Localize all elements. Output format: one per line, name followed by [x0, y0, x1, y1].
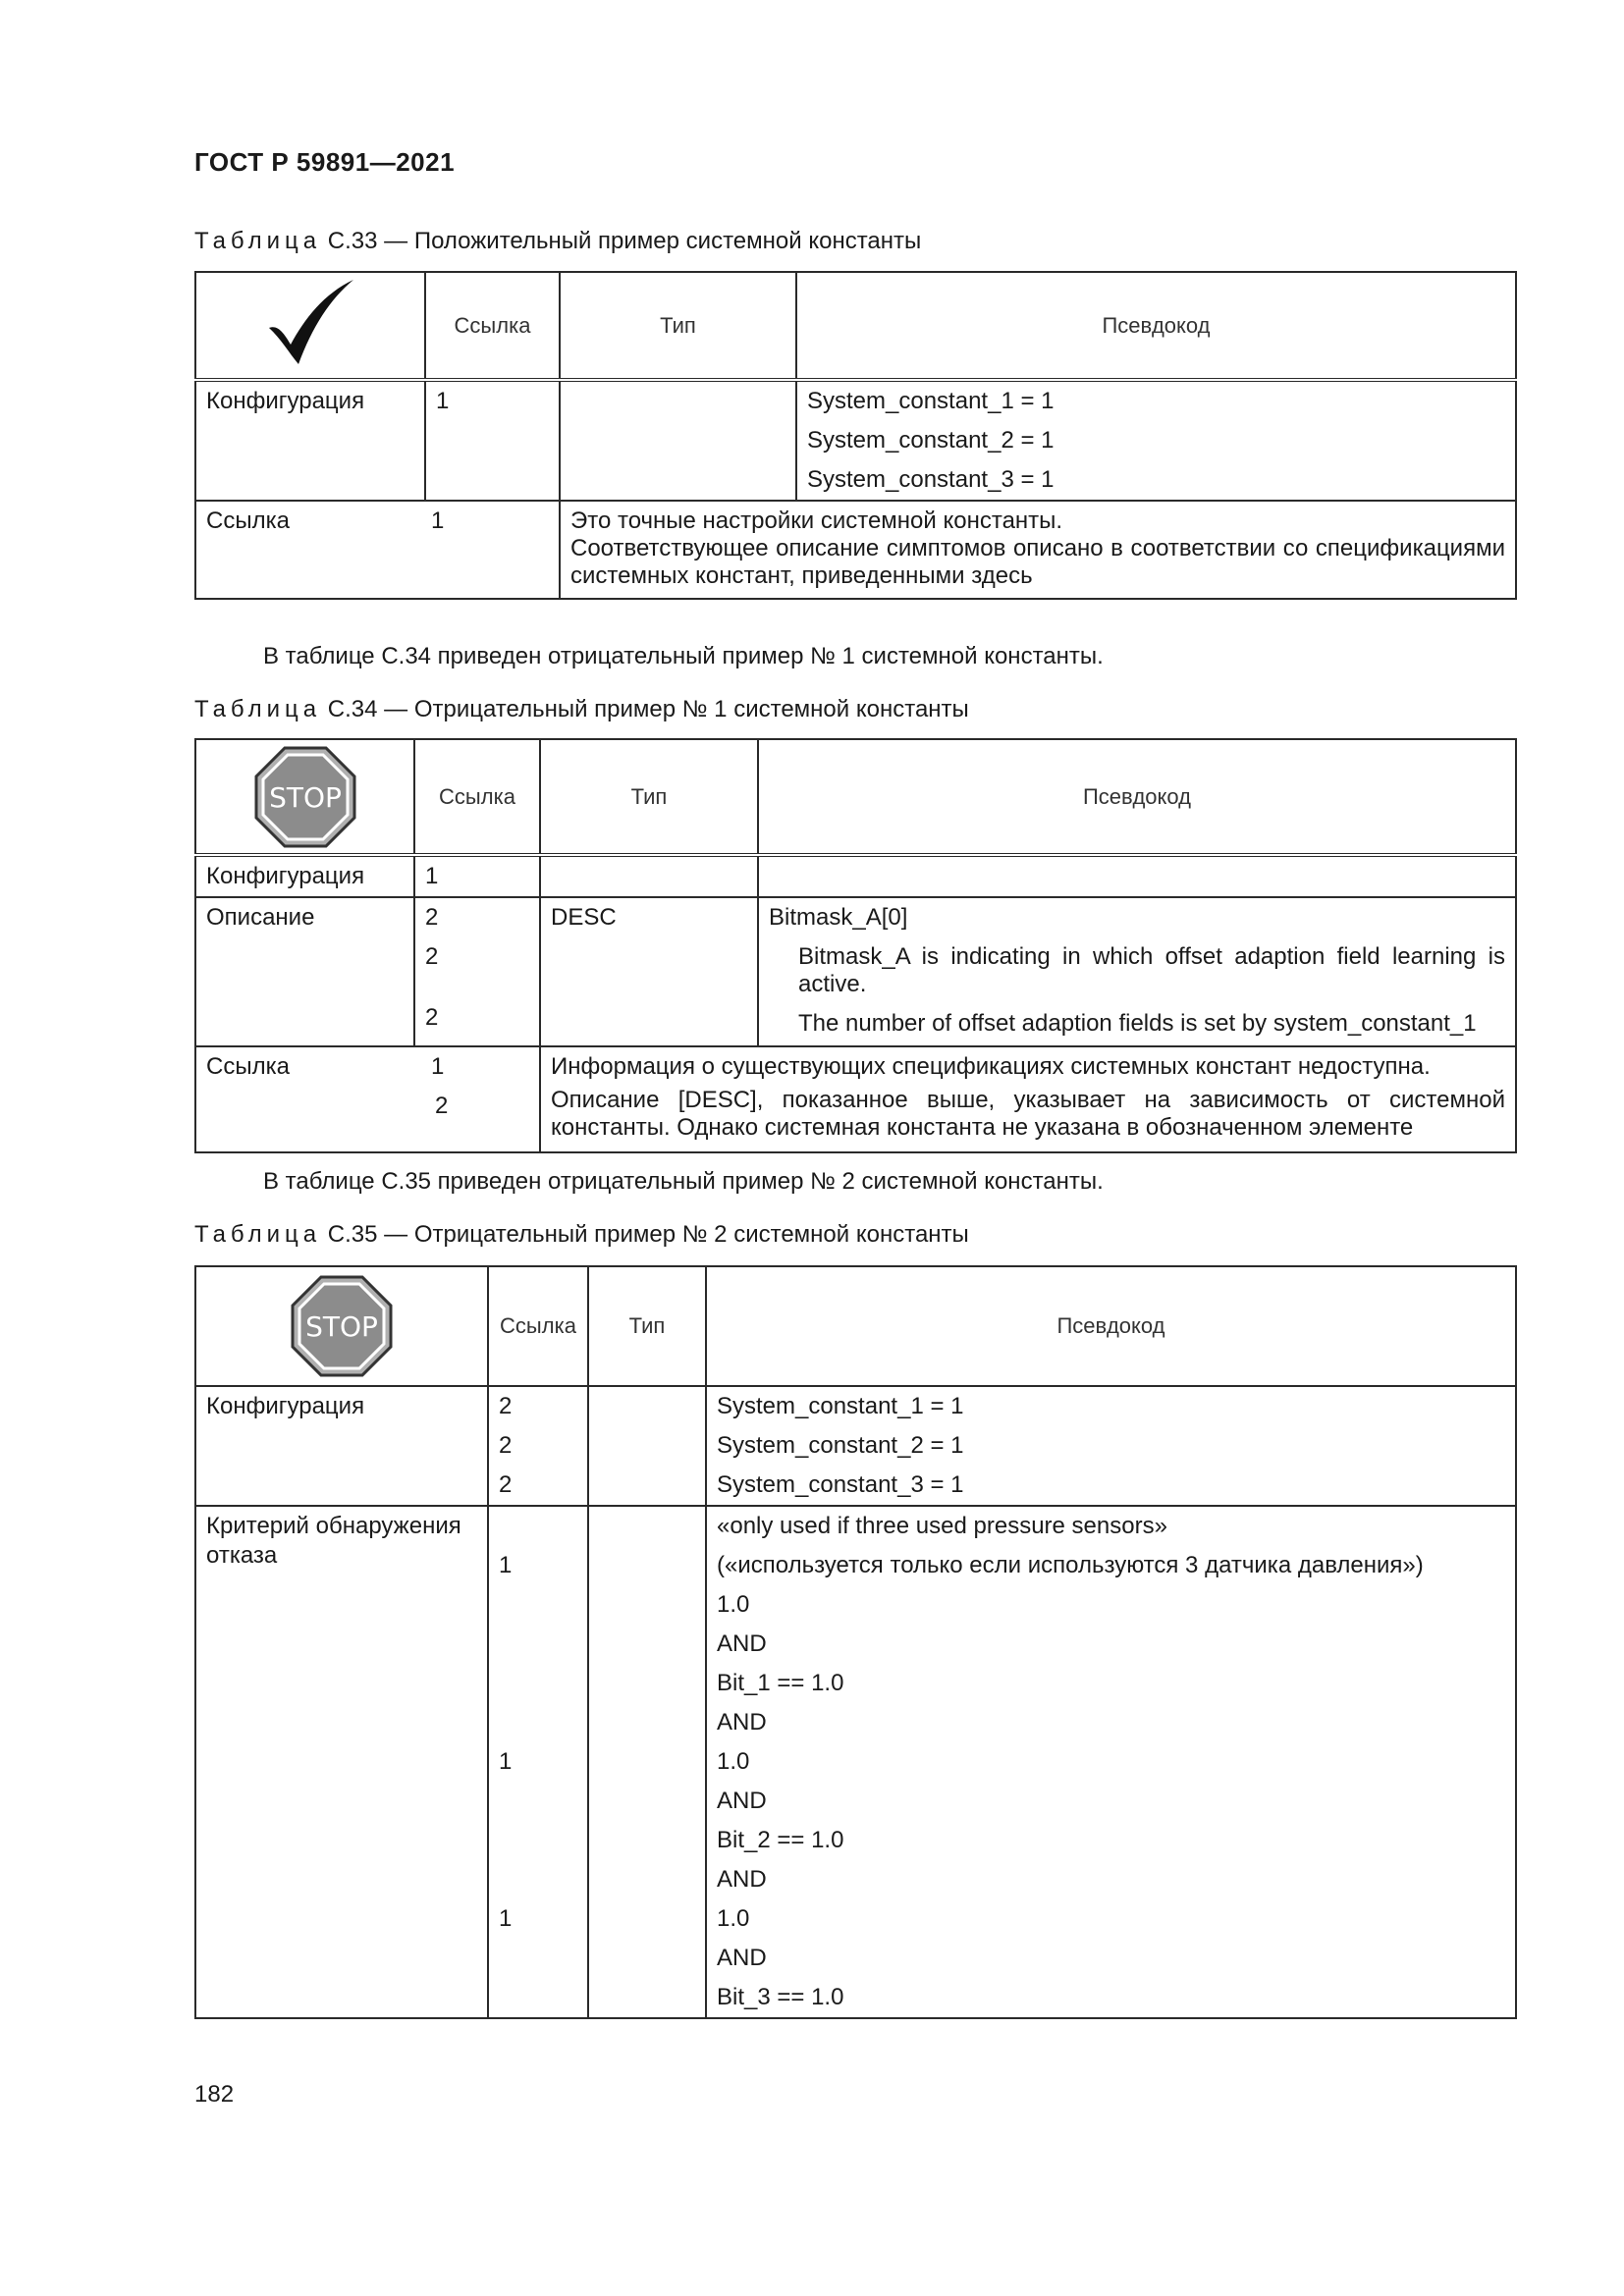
document-header: ГОСТ Р 59891—2021: [194, 147, 456, 177]
code-line: System_constant_2 = 1: [807, 427, 1055, 454]
code-line: Bit_3 == 1.0: [717, 1984, 844, 2010]
row-label: Конфигурация: [206, 863, 365, 889]
stop-sign-label: STOP: [268, 780, 342, 814]
caption-text: С.33 — Положительный пример системной константы: [327, 228, 922, 254]
code-line: 1.0: [717, 1591, 750, 1618]
note-text: Это точные настройки системной константы.: [570, 507, 1063, 534]
stop-sign-cell: [195, 1266, 488, 1386]
ref-value: [499, 1821, 577, 1860]
row-label: Ссылка: [206, 1053, 290, 1080]
ref-value: [499, 1664, 577, 1703]
ref-value: [499, 1782, 577, 1821]
code-line: AND: [717, 1709, 767, 1735]
ref-value: [499, 1978, 577, 2017]
note-text: Соответствующее описание симптомов описано в соответствии со спецификациями системных констант, приведенными здесь: [570, 535, 1505, 589]
page-number: 182: [194, 2081, 235, 2108]
caption-prefix: Таблица: [194, 228, 322, 254]
table-33: [194, 271, 1517, 600]
ref-value: [499, 1585, 577, 1625]
code-line: System_constant_1 = 1: [717, 1393, 964, 1419]
col-header-type: Тип: [588, 1266, 706, 1386]
code-line: «only used if three used pressure sensors»: [717, 1513, 1167, 1539]
caption-prefix: Таблица: [194, 696, 322, 722]
table-row: [195, 380, 1516, 501]
code-line: System_constant_3 = 1: [807, 466, 1055, 493]
code-line: AND: [717, 1630, 767, 1657]
code-line: AND: [717, 1866, 767, 1893]
stop-sign-icon: [254, 746, 356, 848]
ref-value: 2: [425, 1004, 439, 1031]
checkmark-cell: [195, 272, 425, 380]
col-header-ref: Ссылка: [414, 739, 540, 855]
row-label: Конфигурация: [206, 1393, 365, 1419]
table-row: [195, 1046, 1516, 1152]
row-label: Конфигурация: [206, 388, 365, 414]
ref-value: [499, 1939, 577, 1978]
row-label-with-ref: [206, 1047, 529, 1087]
code-line: 1.0: [717, 1748, 750, 1775]
ref-value: 2: [425, 943, 439, 970]
ref-value: [499, 1703, 577, 1742]
code-line: («используется только если используются 3 датчика давления»): [717, 1552, 1424, 1578]
type-value: DESC: [551, 904, 617, 931]
caption-text: С.35 — Отрицательный пример № 2 системной константы: [327, 1221, 969, 1248]
ref-value: [499, 1625, 577, 1664]
ref-value: 2: [435, 1093, 449, 1119]
table-row: [195, 501, 1516, 599]
row-label: Описание: [206, 904, 315, 931]
col-header-ref: Ссылка: [488, 1266, 588, 1386]
code-line: AND: [717, 1788, 767, 1814]
table-row: [195, 1386, 1516, 1506]
ref-value: 1: [430, 507, 445, 534]
caption-text: С.34 — Отрицательный пример № 1 системной константы: [327, 696, 969, 722]
row-label: Критерий обнаружения отказа: [206, 1513, 461, 1569]
ref-value: [499, 1507, 577, 1546]
ref-value: 2: [499, 1393, 513, 1419]
stop-sign-label: STOP: [305, 1310, 378, 1343]
code-line: System_constant_3 = 1: [717, 1471, 964, 1498]
col-header-type: Тип: [560, 272, 796, 380]
checkmark-icon: [261, 274, 359, 372]
note-text: Описание [DESC], показанное выше, указывает на зависимость от системной константы. Однако системная константа не указана в обозначенном элементе: [551, 1087, 1505, 1141]
ref-value: [499, 1860, 577, 1899]
ref-value: 1: [499, 1748, 513, 1775]
table-35-caption: [194, 1221, 969, 1249]
row-label-with-ref: [206, 502, 549, 541]
ref-value: 1: [425, 863, 439, 889]
col-header-pseudocode: Псевдокод: [796, 272, 1516, 380]
paragraph-intro-35: В таблице С.35 приведен отрицательный пример № 2 системной константы.: [263, 1168, 1104, 1195]
ref-value: 1: [430, 1053, 445, 1080]
code-line: Bitmask_A[0]: [769, 904, 908, 931]
table-row: [195, 855, 1516, 897]
table-33-caption: [194, 228, 921, 255]
col-header-ref: Ссылка: [425, 272, 560, 380]
table-34: [194, 738, 1517, 1153]
table-row: [195, 897, 1516, 1046]
paragraph-intro-34: В таблице С.34 приведен отрицательный пример № 1 системной константы.: [263, 643, 1104, 669]
ref-value: 1: [436, 388, 450, 414]
code-line: Bit_1 == 1.0: [717, 1670, 844, 1696]
ref-value: 2: [425, 904, 439, 931]
table-34-caption: [194, 696, 969, 723]
stop-sign-cell: [195, 739, 414, 855]
ref-value: 1: [499, 1905, 513, 1932]
ref-value: 2: [499, 1471, 513, 1498]
code-line: The number of offset adaption fields is set by system_constant_1: [798, 1010, 1477, 1037]
code-line: System_constant_2 = 1: [717, 1432, 964, 1459]
col-header-type: Тип: [540, 739, 758, 855]
table-35: [194, 1265, 1517, 2019]
table-row: [195, 1506, 1516, 2018]
note-text: Информация о существующих спецификациях системных констант недоступна.: [551, 1053, 1431, 1080]
code-line: AND: [717, 1945, 767, 1971]
code-line: Bit_2 == 1.0: [717, 1827, 844, 1853]
code-line: System_constant_1 = 1: [807, 388, 1055, 414]
code-line: 1.0: [717, 1905, 750, 1932]
ref-value: 1: [499, 1552, 513, 1578]
code-line: Bitmask_A is indicating in which offset adaption field learning is active.: [798, 943, 1505, 997]
ref-value: 2: [499, 1432, 513, 1459]
stop-sign-icon: [291, 1275, 393, 1377]
col-header-pseudocode: Псевдокод: [758, 739, 1516, 855]
row-label: Ссылка: [206, 507, 290, 534]
col-header-pseudocode: Псевдокод: [706, 1266, 1516, 1386]
caption-prefix: Таблица: [194, 1221, 322, 1248]
